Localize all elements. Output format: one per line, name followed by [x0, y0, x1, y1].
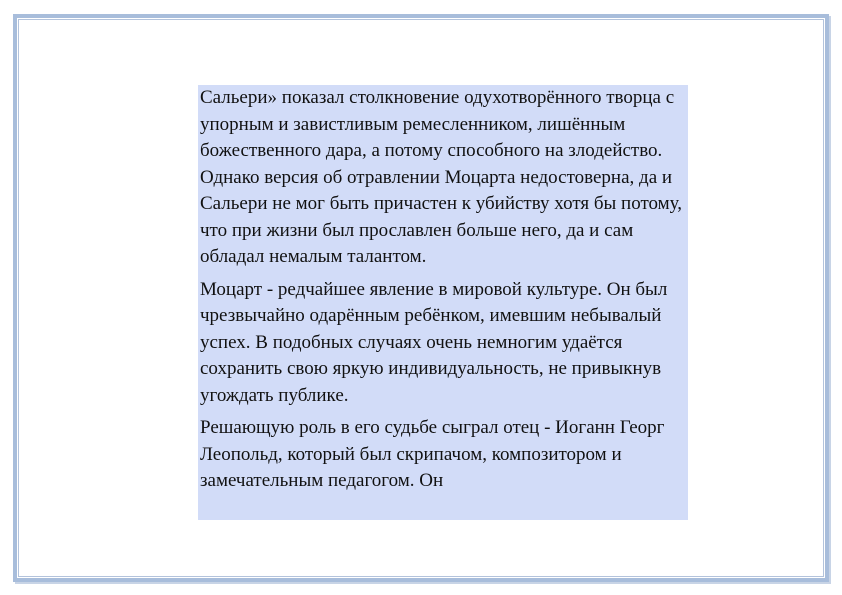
text-block[interactable] — [198, 85, 688, 520]
paragraph-father-role: Решающую роль в его судьбе сыграл отец - Иоганн Георг Леопольд, который был скрипачом, композитором и замечательным педагогом. Он — [200, 417, 665, 491]
paragraph-salieri: Сальери» показал столкновение одухотворённого творца с упорным и завистливым ремесленником, лишённым божественного дара, а потому способного на злодейство. Однако версия об отравлении Моцарта недостоверна, да и Сальери не мог быть причастен к убийству хотя бы потому, что при жизни был прославлен больше него, да и сам обладал немалым талантом. — [200, 87, 683, 267]
paragraph-mozart-phenomenon: Моцарт - редчайшее явление в мировой культуре. Он был чрезвычайно одарённым ребёнком, имевшим небывалый успех. В подобных случаях очень немногим удаётся сохранить свою яркую индивидуальность, не привыкнув угождать публике. — [200, 278, 668, 406]
